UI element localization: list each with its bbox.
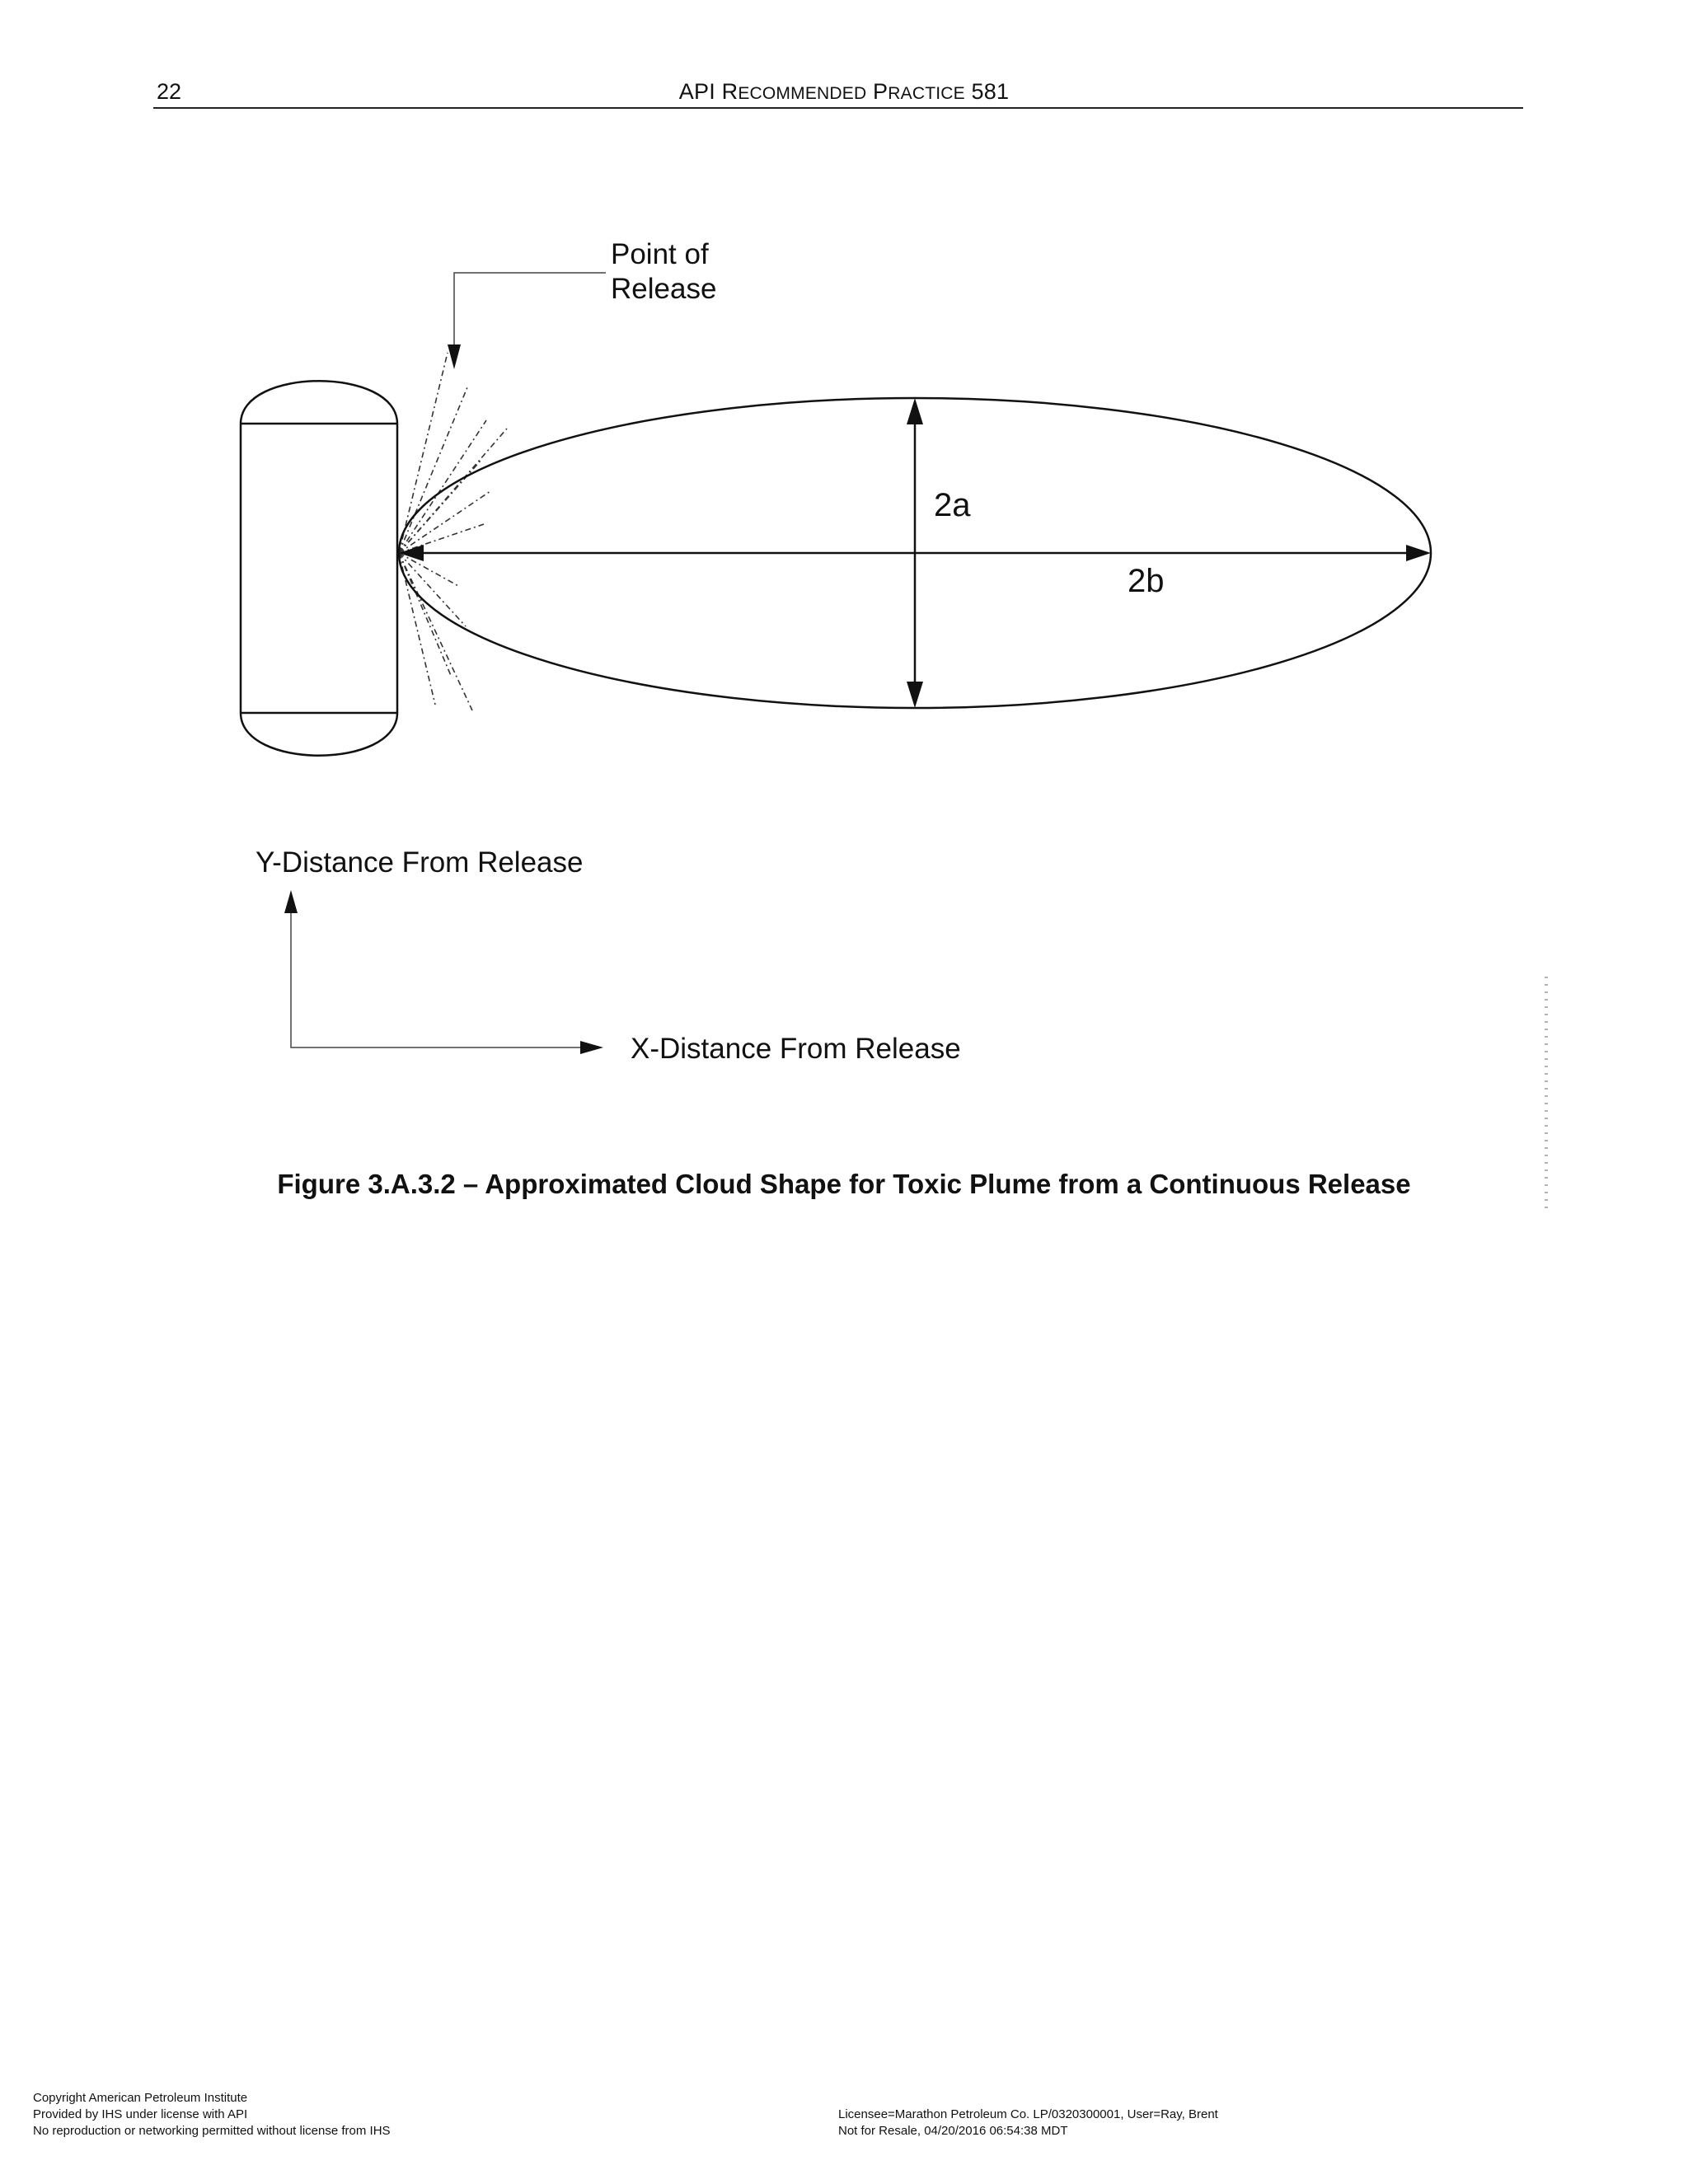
callout-leader (454, 273, 606, 350)
spray-ray (399, 491, 490, 553)
footer-line: No reproduction or networking permitted without license from IHS (33, 2124, 391, 2138)
arrowhead-down (907, 682, 923, 708)
release-spray (399, 353, 507, 710)
x-axis-label: X-Distance From Release (631, 1033, 961, 1065)
spray-ray (399, 553, 466, 626)
callout-arrowhead (448, 344, 461, 369)
vessel-bottom-head (241, 713, 397, 756)
point-of-release-line2: Release (611, 273, 717, 305)
x-axis-arrowhead (580, 1041, 603, 1054)
y-axis-label: Y-Distance From Release (256, 846, 584, 879)
axes-lines (291, 904, 587, 1047)
scan-margin-marks (1545, 977, 1548, 1212)
title-part: RACTICE (888, 84, 965, 103)
label-2a: 2a (934, 487, 971, 523)
spray-ray (399, 553, 472, 710)
title-part: ECOMMENDED (738, 84, 867, 103)
point-of-release-callout (448, 238, 716, 369)
arrowhead-up (907, 398, 923, 424)
axes-indicator (256, 846, 961, 1065)
label-2b: 2b (1128, 563, 1165, 599)
footer-line: Not for Resale, 04/20/2016 06:54:38 MDT (838, 2124, 1068, 2138)
page-number: 22 (157, 79, 182, 104)
footer-copyright (33, 2090, 391, 2139)
vessel-drawing (241, 381, 397, 756)
footer-line: Licensee=Marathon Petroleum Co. LP/0320300001, User=Ray, Brent (838, 2107, 1218, 2121)
title-part: 581 (964, 79, 1010, 104)
title-part: API R (678, 79, 738, 104)
arrowhead-right (1406, 545, 1431, 561)
figure-caption: Figure 3.A.3.2 – Approximated Cloud Shape for Toxic Plume from a Continuous Release (277, 1169, 1411, 1199)
point-of-release-line1: Point of (611, 238, 709, 270)
footer-license (838, 2107, 1218, 2139)
footer-line: Provided by IHS under license with API (33, 2107, 248, 2121)
y-axis-arrowhead (284, 890, 298, 913)
spray-ray (399, 420, 486, 553)
arrowhead-left (399, 545, 424, 561)
footer-line: Copyright American Petroleum Institute (33, 2091, 248, 2105)
vessel-top-head (241, 381, 397, 424)
title-part: P (866, 79, 889, 104)
